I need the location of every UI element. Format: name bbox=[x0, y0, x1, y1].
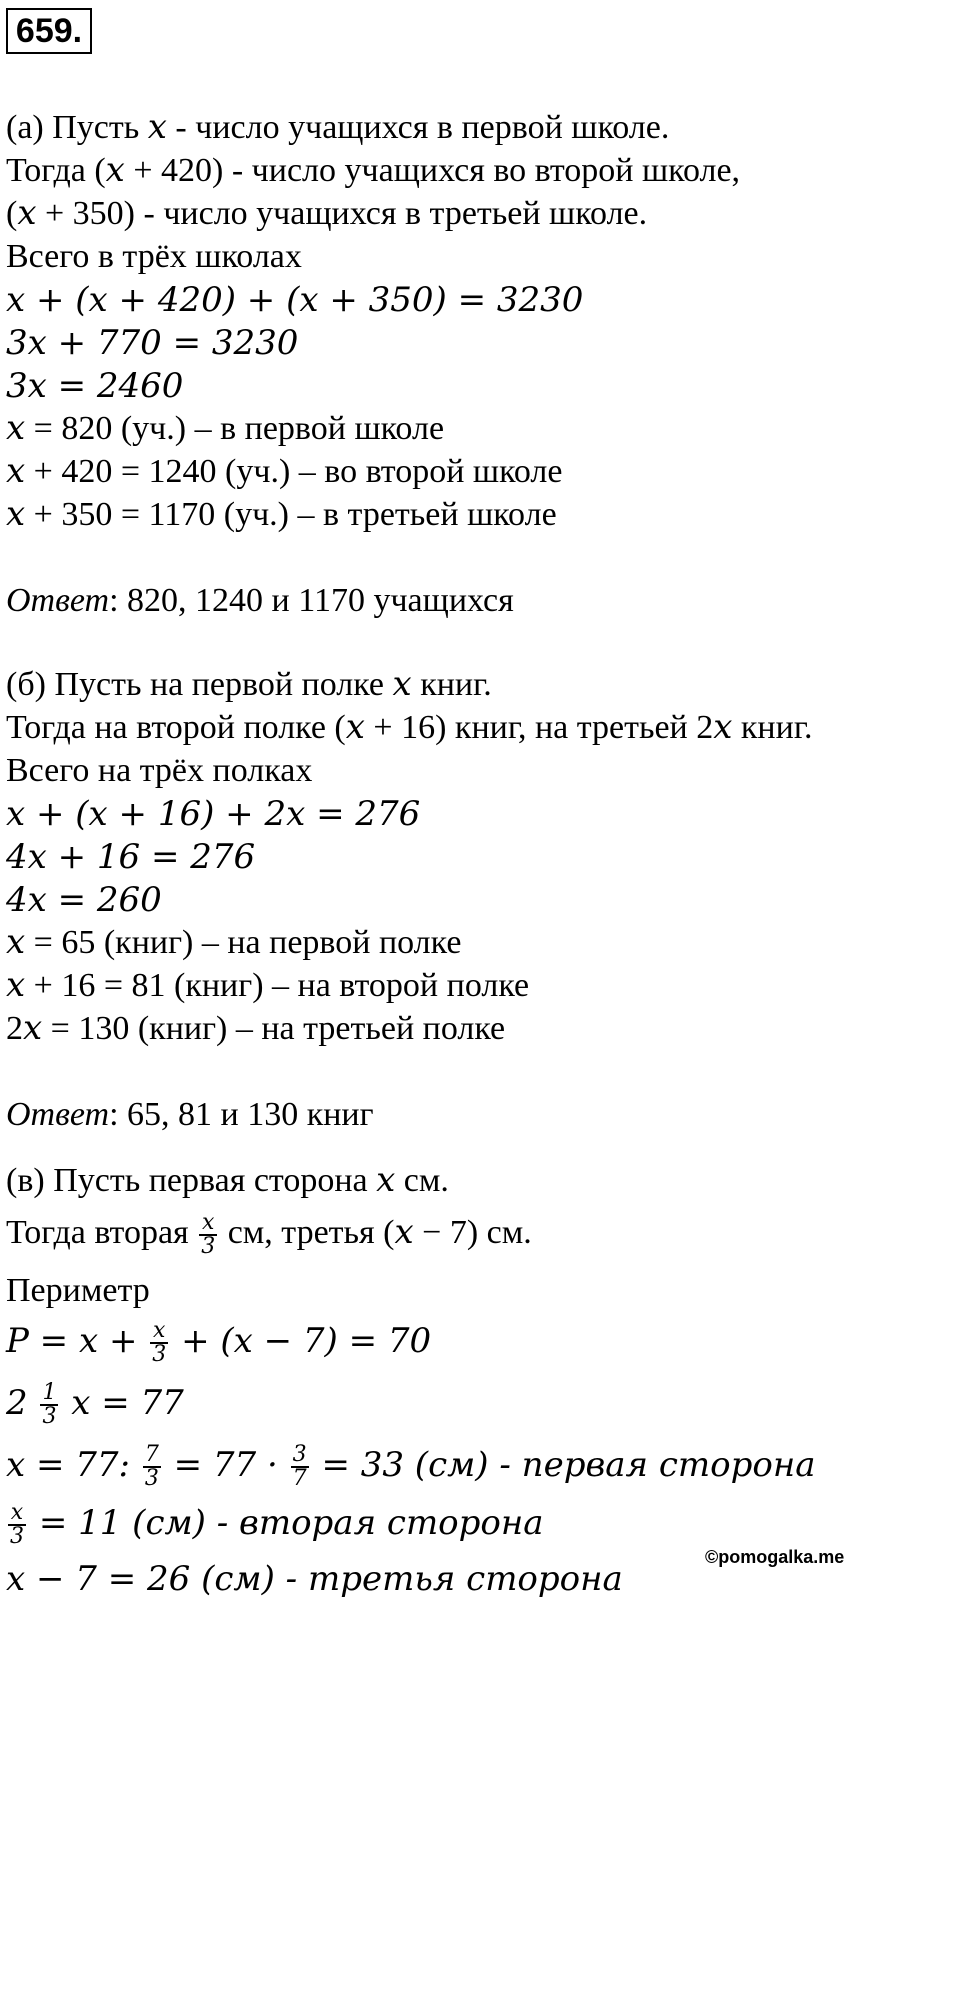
part-c-line-3: Периметр bbox=[6, 1272, 150, 1309]
watermark: ©pomogalka.me bbox=[705, 1547, 845, 1567]
fraction-x-over-3 bbox=[199, 1212, 217, 1258]
fraction-numerator: 𝑥 bbox=[199, 1212, 217, 1236]
part-a-answer-text: : 820, 1240 и 1170 учащихся bbox=[109, 582, 514, 619]
part-c-equation-2-before: 2 bbox=[6, 1383, 28, 1423]
part-c-equation-3-after: = 33 (см) - первая сторона bbox=[321, 1445, 816, 1485]
part-a-line-3: (𝑥 + 350) - число учащихся в третьей школе. bbox=[6, 195, 648, 232]
part-b-equation-2: 4𝑥 + 16 = 276 bbox=[6, 837, 256, 877]
part-a-equation-1: 𝑥 + (𝑥 + 420) + (𝑥 + 350) = 3230 bbox=[6, 280, 584, 320]
fraction-three-sevenths bbox=[291, 1444, 309, 1490]
fraction-numerator: 𝑥 bbox=[8, 1502, 26, 1526]
part-a-line-2: Тогда (𝑥 + 420) - число учащихся во второй школе, bbox=[6, 152, 741, 189]
part-b-result-3: 2𝑥 = 130 (книг) – на третьей полке bbox=[6, 1010, 506, 1047]
part-b-line-1: (б) Пусть на первой полке 𝑥 книг. bbox=[6, 666, 492, 703]
part-c-equation-3-before: 𝑥 = 77: bbox=[6, 1445, 130, 1485]
part-a-equation-2: 3𝑥 + 770 = 3230 bbox=[6, 323, 299, 363]
fraction-denominator: 3 bbox=[42, 1404, 57, 1429]
fraction-seven-thirds bbox=[143, 1444, 161, 1490]
part-c-line-2-before: Тогда вторая bbox=[6, 1214, 189, 1251]
part-a-result-3: 𝑥 + 350 = 1170 (уч.) – в третьей школе bbox=[6, 496, 557, 533]
part-c-equation-3-middle: = 77 · bbox=[173, 1445, 278, 1485]
fraction-numerator: 7 bbox=[144, 1442, 159, 1467]
part-c-equation-2-after: 𝑥 = 77 bbox=[71, 1383, 184, 1423]
part-c-equation-1-after: + (𝑥 − 7) = 70 bbox=[181, 1321, 432, 1361]
part-a-answer bbox=[6, 580, 514, 622]
fraction-denominator: 7 bbox=[292, 1466, 307, 1491]
part-b-line-2: Тогда на второй полке (𝑥 + 16) книг, на третьей 2𝑥 книг. bbox=[6, 709, 813, 746]
part-c-line-1: (в) Пусть первая сторона 𝑥 см. bbox=[6, 1162, 449, 1199]
task-number: 659. bbox=[6, 8, 92, 54]
part-b-equation-3: 4𝑥 = 260 bbox=[6, 880, 162, 920]
part-a-answer-label: Ответ bbox=[6, 582, 110, 619]
part-a-equation-3: 3𝑥 = 2460 bbox=[6, 366, 184, 406]
part-b-equation-1: 𝑥 + (𝑥 + 16) + 2𝑥 = 276 bbox=[6, 794, 421, 834]
part-b-result-1: 𝑥 = 65 (книг) – на первой полке bbox=[6, 924, 462, 961]
part-c-equation-2 bbox=[6, 1382, 184, 1428]
part-a-result-2: 𝑥 + 420 = 1240 (уч.) – во второй школе bbox=[6, 453, 563, 490]
fraction-numerator: 𝑥 bbox=[150, 1320, 168, 1344]
part-c-equation-3 bbox=[6, 1444, 815, 1490]
fraction-x-over-3 bbox=[150, 1320, 168, 1366]
part-c-equation-4-after: = 11 (см) - вторая сторона bbox=[38, 1503, 544, 1543]
fraction-denominator: 3 bbox=[201, 1234, 216, 1260]
fraction-numerator: 3 bbox=[292, 1442, 307, 1467]
part-c-line-2-after: см, третья (𝑥 − 7) см. bbox=[227, 1214, 532, 1251]
part-b-answer-text: : 65, 81 и 130 книг bbox=[109, 1096, 374, 1133]
part-b-answer-label: Ответ bbox=[6, 1096, 110, 1133]
part-c-line-2 bbox=[6, 1212, 532, 1258]
fraction-numerator: 1 bbox=[42, 1380, 57, 1405]
part-c-equation-1 bbox=[6, 1320, 431, 1366]
part-b-answer bbox=[6, 1094, 374, 1136]
part-c-equation-1-before: 𝑃 = 𝑥 + bbox=[6, 1321, 138, 1361]
fraction-denominator: 3 bbox=[10, 1524, 24, 1549]
part-a-line-4: Всего в трёх школах bbox=[6, 238, 302, 275]
part-b-result-2: 𝑥 + 16 = 81 (книг) – на второй полке bbox=[6, 967, 530, 1004]
part-c-equation-4 bbox=[6, 1502, 544, 1548]
fraction-one-third bbox=[40, 1382, 58, 1428]
fraction-x-over-3 bbox=[8, 1502, 26, 1548]
part-a-result-1: 𝑥 = 820 (уч.) – в первой школе bbox=[6, 410, 445, 447]
part-a-line-1: (а) Пусть 𝑥 - число учащихся в первой школе. bbox=[6, 109, 670, 146]
part-c-equation-5: 𝑥 − 7 = 26 (см) - третья сторона bbox=[6, 1559, 623, 1599]
part-b-line-3: Всего на трёх полках bbox=[6, 752, 313, 789]
fraction-denominator: 3 bbox=[152, 1342, 167, 1367]
fraction-denominator: 3 bbox=[144, 1466, 159, 1491]
